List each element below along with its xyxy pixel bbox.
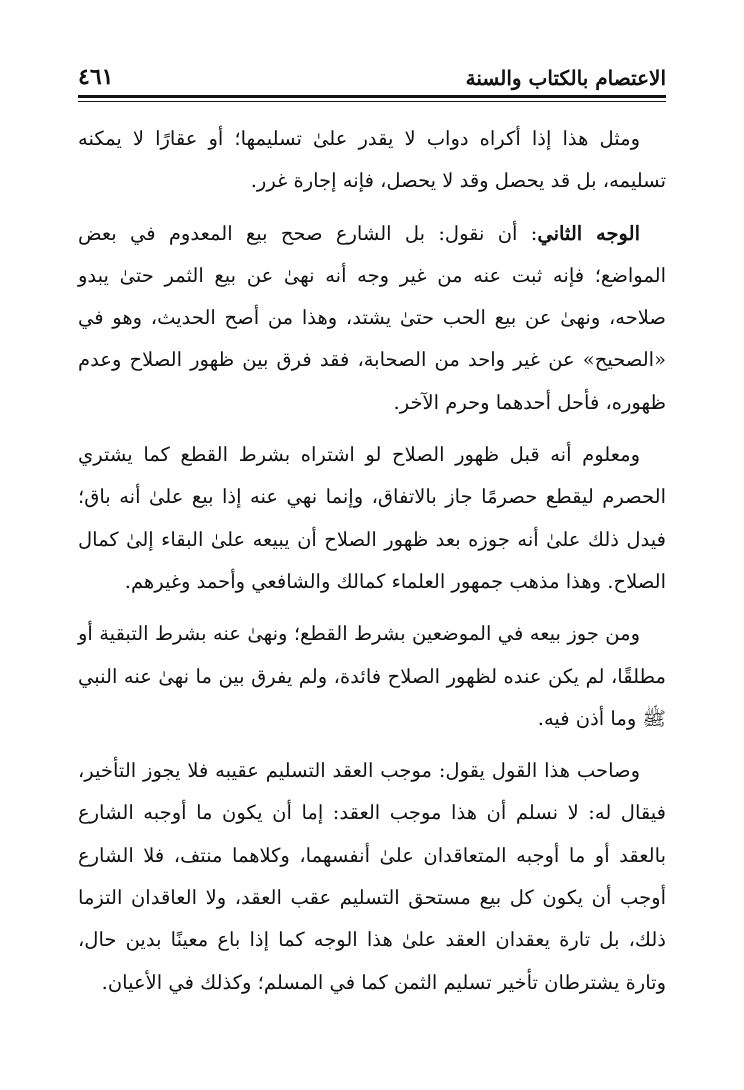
paragraph-text: ومن جوز بيعه في الموضعين بشرط القطع؛ ونهىٰ عنه بشرط التبقية أو مطلقًا، لم يكن عنده لظهور الصلاح فائدة، ولم يفرق بين ما نهىٰ عنه النبي ﷺ وما أذن فيه. <box>78 622 666 730</box>
paragraph <box>78 613 666 740</box>
paragraph-text: ومعلوم أنه قبل ظهور الصلاح لو اشتراه بشرط القطع كما يشتري الحصرم ليقطع حصرمًا جاز بالاتفاق، وإنما نهي عنه إذا بيع علىٰ أنه باق؛ فيدل ذلك علىٰ أنه جوزه بعد ظهور الصلاح أن يبيعه علىٰ البقاء إلىٰ كمال الصلاح. وهذا مذهب جمهور العلماء كمالك والشافعي وأحمد وغيرهم. <box>78 443 666 593</box>
header-rule-thick <box>78 95 666 98</box>
header-rule-thin <box>78 101 666 102</box>
page-number: ٤٦١ <box>78 64 114 90</box>
paragraph <box>78 750 666 1004</box>
running-title: الاعتصام بالكتاب والسنة <box>465 66 666 90</box>
paragraph <box>78 434 666 603</box>
paragraph-text: : أن نقول: بل الشارع صحح بيع المعدوم في بعض المواضع؛ فإنه ثبت عنه من غير وجه أنه نهىٰ عن بيع الثمر حتىٰ يبدو صلاحه، ونهىٰ عن بيع الحب حتىٰ يشتد، وهذا من أصح الحديث، وهو في «الصحيح» عن غير واحد من الصحابة، فقد فرق بين ظهور الصلاح وعدم ظهوره، فأحل أحدهما وحرم الآخر. <box>78 221 666 414</box>
body-text <box>78 118 666 1014</box>
paragraph-lead: الوجه الثاني <box>537 221 640 245</box>
paragraph <box>78 213 666 424</box>
paragraph-text: ومثل هذا إذا أكراه دواب لا يقدر علىٰ تسليمها؛ أو عقارًا لا يمكنه تسليمه، بل قد يحصل وقد لا يحصل، فإنه إجارة غرر. <box>78 127 666 193</box>
page-header <box>78 56 666 90</box>
paragraph <box>78 118 666 203</box>
paragraph-text: وصاحب هذا القول يقول: موجب العقد التسليم عقيبه فلا يجوز التأخير، فيقال له: لا نسلم أن هذا موجب العقد: إما أن يكون ما أوجبه الشارع بالعقد أو ما أوجبه المتعاقدان علىٰ أنفسهما، وكلاهما منتف، فلا الشارع أوجب أن يكون كل بيع مستحق التسليم عقب العقد، ولا العاقدان التزما ذلك، بل تارة يعقدان العقد علىٰ هذا الوجه كما إذا باع معينًا بدين حال، وتارة يشترطان تأخير تسليم الثمن كما في المسلم؛ وكذلك في الأعيان. <box>78 759 666 994</box>
